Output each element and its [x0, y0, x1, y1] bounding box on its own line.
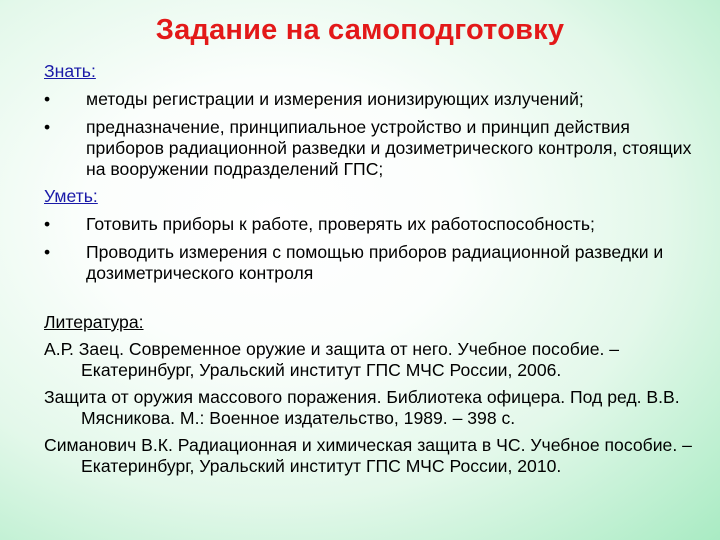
list-item [44, 214, 694, 235]
list-item-text: предназначение, принципиальное устройство и принцип действия приборов радиационной разведки и дозиметрического контроля, стоящих на вооружении подразделений ГПС; [86, 117, 692, 179]
section-know [44, 61, 694, 180]
list-item [44, 89, 694, 110]
bullet-icon: • [44, 242, 51, 262]
section-can [44, 186, 694, 284]
list-item-text: Проводить измерения с помощью приборов радиационной разведки и дозиметрического контроля [86, 242, 664, 283]
bullet-icon: • [44, 214, 51, 234]
can-list [44, 214, 694, 284]
list-item-text: методы регистрации и измерения ионизирующих излучений; [86, 89, 584, 109]
section-heading-know: Знать: [44, 61, 96, 81]
section-heading-literature: Литература: [44, 312, 144, 332]
bullet-icon: • [44, 89, 51, 109]
section-literature [44, 312, 694, 477]
list-item-text: Готовить приборы к работе, проверять их работоспособность; [86, 214, 595, 234]
list-item [44, 242, 694, 284]
section-heading-can: Уметь: [44, 186, 98, 206]
know-list [44, 89, 694, 180]
reference-item: А.Р. Заец. Современное оружие и защита от него. Учебное пособие. – Екатеринбург, Уральский институт ГПС МЧС России, 2006. [44, 339, 620, 380]
bullet-icon: • [44, 117, 51, 137]
slide-title: Задание на самоподготовку [155, 14, 565, 46]
reference-item: Симанович В.К. Радиационная и химическая защита в ЧС. Учебное пособие. – Екатеринбург, Уральский институт ГПС МЧС России, 2010. [44, 435, 692, 476]
list-item [44, 117, 694, 180]
spacer [44, 290, 694, 312]
slide-body [44, 61, 694, 477]
reference-item: Защита от оружия массового поражения. Библиотека офицера. Под ред. В.В. Мясникова. М.: Военное издательство, 1989. – 398 с. [44, 387, 680, 428]
